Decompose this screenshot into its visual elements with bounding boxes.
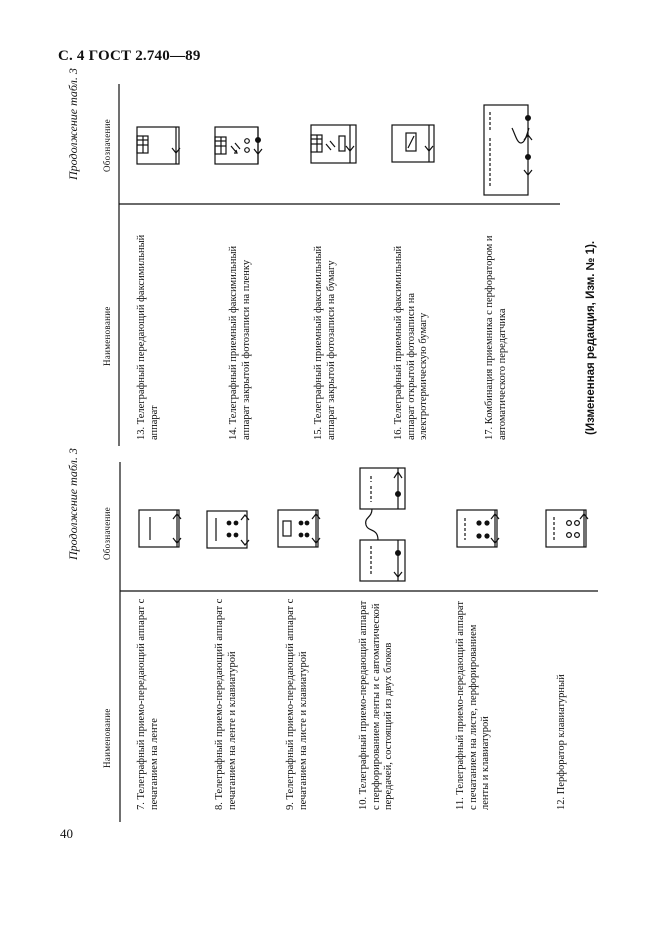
right-table-continuation: Продолжение табл. 3 bbox=[66, 68, 80, 180]
left-col-symbol-header: Обозначение bbox=[102, 506, 112, 560]
keyboard-perforator-symbol bbox=[546, 510, 588, 547]
left-row-8-text: 8. Телеграфный приемо-передающий аппарат с печатанием на ленте и клавиатурой bbox=[214, 598, 238, 810]
fax-paper-symbol bbox=[311, 125, 356, 163]
left-row-7-text: 7. Телеграфный приемо-передающий аппарат с печатанием на ленте bbox=[136, 598, 160, 810]
amendment-note: (Измененная редакция, Изм. № 1). bbox=[585, 240, 597, 435]
right-row-17-text: 17. Комбинация приемника с перфоратором и автоматического передатчика bbox=[484, 235, 508, 440]
two-block-symbol bbox=[360, 468, 405, 581]
receiver-perforator-symbol bbox=[484, 105, 532, 195]
page-header: С. 4 ГОСТ 2.740—89 bbox=[58, 48, 201, 64]
right-col-symbol-header: Обозначение bbox=[102, 118, 112, 172]
left-row-10-text: 10. Телеграфный приемо-передающий аппарат с перфорированием ленты и с автоматической передачей, состоящий из двух блоков bbox=[358, 600, 394, 810]
right-row-16-text: 16. Телеграфный приемный факсимильный аппарат открытой фотозаписи на электротермическую бумагу bbox=[393, 245, 429, 440]
fax-film-symbol bbox=[215, 127, 262, 164]
fax-transmitter-symbol bbox=[137, 127, 180, 164]
left-table-continuation: Продолжение табл. 3 bbox=[66, 448, 80, 560]
left-row-12-text: 12. Перфоратор клавиатурный bbox=[556, 674, 567, 810]
left-row-11-text: 11. Телеграфный приемо-передающий аппарат с печатанием на листе, перфорированием ленты и клавиатурой bbox=[455, 601, 491, 810]
right-row-14-text: 14. Телеграфный приемный факсимильный аппарат закрытой фотозаписи на пленку bbox=[228, 245, 252, 440]
right-row-13-text: 13. Телеграфный передающий факсимильный аппарат bbox=[136, 234, 160, 440]
tape-transceiver-symbol bbox=[139, 510, 181, 547]
page-number: 40 bbox=[60, 826, 73, 841]
sheet-keyboard-symbol bbox=[278, 510, 320, 547]
right-col-name-header: Наименование bbox=[102, 306, 112, 366]
sheet-perforator-symbol bbox=[457, 510, 499, 547]
fax-electrothermal-symbol bbox=[392, 125, 434, 162]
right-row-15-text: 15. Телеграфный приемный факсимильный аппарат закрытой фотозаписи на бумагу bbox=[313, 245, 337, 440]
left-row-9-text: 9. Телеграфный приемо-передающий аппарат с печатанием на листе и клавиатурой bbox=[285, 598, 309, 810]
left-col-name-header: Наименование bbox=[102, 708, 112, 768]
tape-keyboard-symbol bbox=[207, 511, 249, 548]
